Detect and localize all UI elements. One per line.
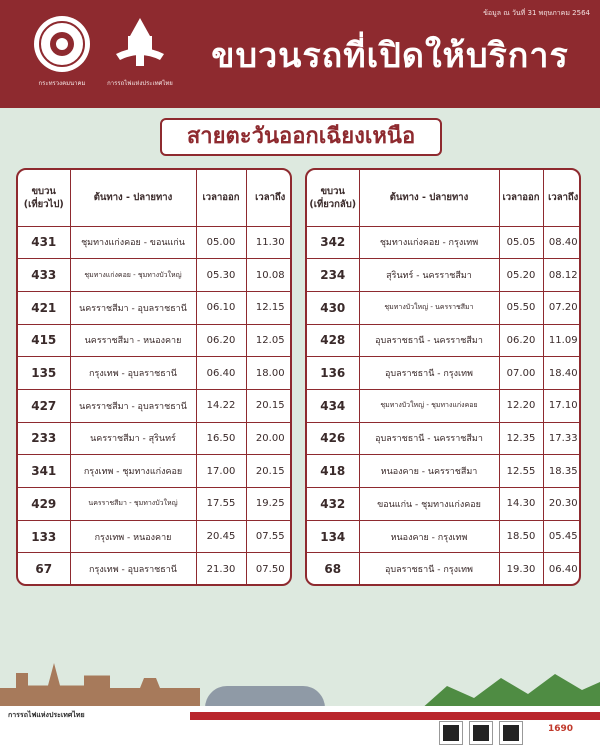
srt-emblem-icon (110, 14, 170, 74)
hills-illustration (420, 670, 600, 710)
col-arrive: เวลาถึง (543, 170, 581, 226)
route-cell: นครราชสีมา - หนองคาย (70, 324, 196, 357)
table-row (18, 291, 292, 324)
outbound-rows (18, 226, 292, 586)
table-row (18, 389, 292, 422)
header-text: ขบวน (เที่ยวไป) (23, 185, 64, 210)
route-cell: กรุงเทพ - อุบลราชธานี (70, 357, 196, 390)
train-number: 429 (18, 488, 70, 521)
route-cell: กรุงเทพ - หนองคาย (70, 520, 196, 553)
depart-time: 06.10 (196, 291, 246, 324)
hotline-number: 1690 (548, 724, 574, 734)
depart-time: 07.00 (499, 357, 543, 390)
train-number: 342 (307, 226, 359, 259)
route-cell: นครราชสีมา - อุบลราชธานี (70, 291, 196, 324)
qr-code-icon[interactable] (470, 722, 492, 744)
station-building-illustration (205, 686, 325, 708)
ministry-caption: กระทรวงคมนาคม (38, 80, 86, 87)
arrive-time: 06.40 (543, 553, 581, 586)
depart-time: 06.40 (196, 357, 246, 390)
table-row (307, 455, 581, 488)
table-row (307, 324, 581, 357)
depart-time: 20.45 (196, 520, 246, 553)
arrive-time: 07.55 (246, 520, 292, 553)
table-row (18, 553, 292, 586)
depart-time: 21.30 (196, 553, 246, 586)
route-cell: อุบลราชธานี - นครราชสีมา (359, 324, 499, 357)
route-cell: นครราชสีมา - สุรินทร์ (70, 422, 196, 455)
table-row (18, 324, 292, 357)
table-row (18, 226, 292, 259)
col-depart: เวลาออก (196, 170, 246, 226)
depart-time: 12.20 (499, 389, 543, 422)
col-arrive: เวลาถึง (246, 170, 292, 226)
depart-time: 05.00 (196, 226, 246, 259)
table-row (307, 357, 581, 390)
train-number: 341 (18, 455, 70, 488)
table-row (18, 520, 292, 553)
arrive-time: 19.25 (246, 488, 292, 521)
header-banner (0, 0, 600, 108)
ministry-seal-icon (32, 14, 92, 74)
route-cell: หนองคาย - กรุงเทพ (359, 520, 499, 553)
route-cell: ชุมทางแก่งคอย - กรุงเทพ (359, 226, 499, 259)
train-number: 134 (307, 520, 359, 553)
route-cell: กรุงเทพ - ชุมทางแก่งคอย (70, 455, 196, 488)
route-cell: อุบลราชธานี - กรุงเทพ (359, 553, 499, 586)
depart-time: 12.55 (499, 455, 543, 488)
depart-time: 19.30 (499, 553, 543, 586)
depart-time: 06.20 (499, 324, 543, 357)
qr-code-icon[interactable] (500, 722, 522, 744)
inbound-rows (307, 226, 581, 586)
depart-time: 14.22 (196, 389, 246, 422)
depart-time: 05.50 (499, 291, 543, 324)
depart-time: 18.50 (499, 520, 543, 553)
train-number: 432 (307, 488, 359, 521)
ministry-logo (20, 14, 104, 88)
arrive-time: 20.30 (543, 488, 581, 521)
route-line-title: สายตะวันออกเฉียงเหนือ (160, 118, 442, 156)
train-number: 427 (18, 389, 70, 422)
col-depart: เวลาออก (499, 170, 543, 226)
depart-time: 17.55 (196, 488, 246, 521)
arrive-time: 07.50 (246, 553, 292, 586)
table-row (18, 422, 292, 455)
arrive-time: 05.45 (543, 520, 581, 553)
train-number: 415 (18, 324, 70, 357)
rail-stripe (190, 712, 600, 720)
train-number: 133 (18, 520, 70, 553)
arrive-time: 20.15 (246, 389, 292, 422)
arrive-time: 17.10 (543, 389, 581, 422)
train-number: 428 (307, 324, 359, 357)
footer-brand: การรถไฟแห่งประเทศไทย (8, 711, 85, 719)
table-row (307, 553, 581, 586)
arrive-time: 08.40 (543, 226, 581, 259)
col-route: ต้นทาง - ปลายทาง (70, 170, 196, 226)
depart-time: 17.00 (196, 455, 246, 488)
train-number: 135 (18, 357, 70, 390)
col-route: ต้นทาง - ปลายทาง (359, 170, 499, 226)
arrive-time: 12.05 (246, 324, 292, 357)
date-note: ข้อมูล ณ วันที่ 31 พฤษภาคม 2564 (483, 9, 590, 17)
srt-logo (98, 14, 182, 88)
footer-illustration (0, 650, 600, 750)
train-number: 418 (307, 455, 359, 488)
train-number: 421 (18, 291, 70, 324)
arrive-time: 07.20 (543, 291, 581, 324)
arrive-time: 20.15 (246, 455, 292, 488)
route-cell: ชุมทางแก่งคอย - ชุมทางบัวใหญ่ (70, 259, 196, 292)
table-row (18, 357, 292, 390)
depart-time: 14.30 (499, 488, 543, 521)
depart-time: 05.30 (196, 259, 246, 292)
depart-time: 12.35 (499, 422, 543, 455)
arrive-time: 11.30 (246, 226, 292, 259)
page-title: ขบวนรถที่เปิดให้บริการ (211, 36, 569, 76)
train-number: 433 (18, 259, 70, 292)
outbound-table (18, 170, 292, 586)
train-number: 233 (18, 422, 70, 455)
train-number: 136 (307, 357, 359, 390)
train-number: 234 (307, 259, 359, 292)
route-cell: อุบลราชธานี - นครราชสีมา (359, 422, 499, 455)
table-row (307, 226, 581, 259)
depart-time: 16.50 (196, 422, 246, 455)
arrive-time: 18.35 (543, 455, 581, 488)
route-cell: ชุมทางแก่งคอย - ขอนแก่น (70, 226, 196, 259)
arrive-time: 18.40 (543, 357, 581, 390)
city-skyline-illustration (0, 658, 200, 708)
col-train-outbound (18, 170, 70, 226)
train-number: 426 (307, 422, 359, 455)
table-row (307, 422, 581, 455)
train-number: 67 (18, 553, 70, 586)
inbound-table (307, 170, 581, 586)
table-row (307, 520, 581, 553)
table-row (18, 455, 292, 488)
route-cell: อุบลราชธานี - กรุงเทพ (359, 357, 499, 390)
train-number: 430 (307, 291, 359, 324)
route-cell: ชุมทางบัวใหญ่ - นครราชสีมา (359, 291, 499, 324)
route-cell: กรุงเทพ - อุบลราชธานี (70, 553, 196, 586)
route-cell: สุรินทร์ - นครราชสีมา (359, 259, 499, 292)
footer-info (8, 712, 168, 719)
arrive-time: 10.08 (246, 259, 292, 292)
table-row (18, 259, 292, 292)
route-cell: นครราชสีมา - ชุมทางบัวใหญ่ (70, 488, 196, 521)
srt-caption: การรถไฟแห่งประเทศไทย (107, 80, 173, 87)
train-number: 431 (18, 226, 70, 259)
route-cell: นครราชสีมา - อุบลราชธานี (70, 389, 196, 422)
inbound-header-row (307, 170, 581, 226)
table-row (307, 259, 581, 292)
arrive-time: 20.00 (246, 422, 292, 455)
header-text: ขบวน (เที่ยวกลับ) (309, 185, 357, 210)
depart-time: 05.20 (499, 259, 543, 292)
arrive-time: 18.00 (246, 357, 292, 390)
table-row (18, 488, 292, 521)
outbound-timetable (16, 168, 292, 586)
train-number: 434 (307, 389, 359, 422)
route-cell: ขอนแก่น - ชุมทางแก่งคอย (359, 488, 499, 521)
train-number: 68 (307, 553, 359, 586)
arrive-time: 17.33 (543, 422, 581, 455)
route-cell: ชุมทางบัวใหญ่ - ชุมทางแก่งคอย (359, 389, 499, 422)
table-row (307, 291, 581, 324)
col-train-inbound (307, 170, 359, 226)
route-cell: หนองคาย - นครราชสีมา (359, 455, 499, 488)
arrive-time: 08.12 (543, 259, 581, 292)
table-row (307, 488, 581, 521)
inbound-timetable (305, 168, 581, 586)
table-row (307, 389, 581, 422)
qr-code-icon[interactable] (440, 722, 462, 744)
depart-time: 06.20 (196, 324, 246, 357)
outbound-header-row (18, 170, 292, 226)
arrive-time: 12.15 (246, 291, 292, 324)
arrive-time: 11.09 (543, 324, 581, 357)
depart-time: 05.05 (499, 226, 543, 259)
